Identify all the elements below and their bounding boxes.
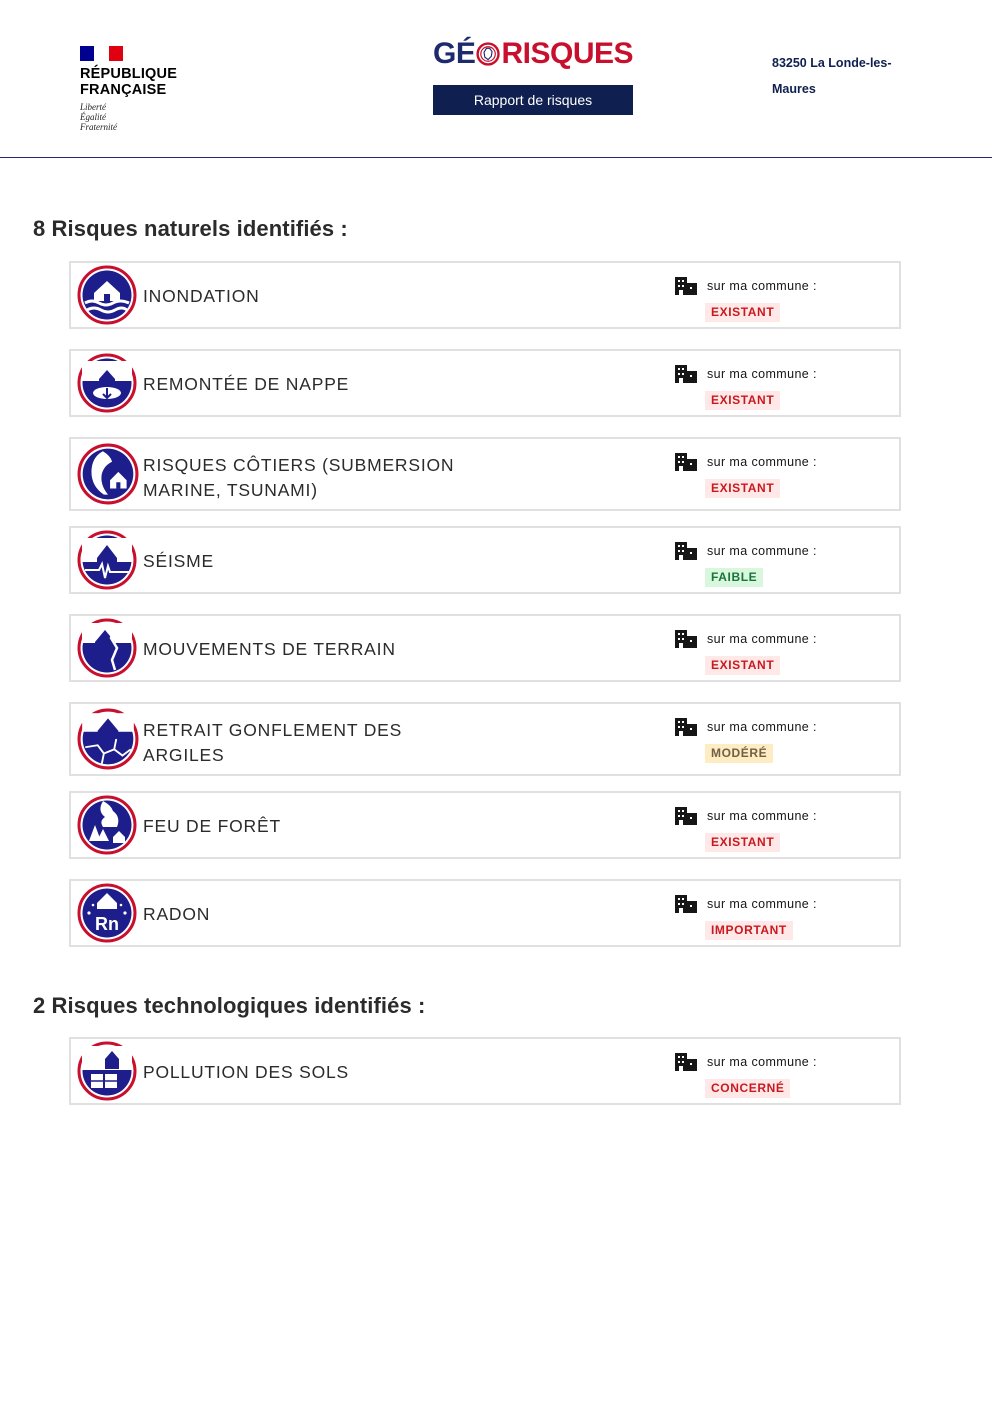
- report-subtitle: Rapport de risques: [433, 85, 633, 115]
- republique-francaise-logo: [80, 46, 210, 132]
- risk-name-line1: MOUVEMENTS DE TERRAIN: [143, 639, 396, 659]
- risk-card-pollution-des-sols[interactable]: [69, 1037, 901, 1105]
- landslide-icon: [77, 618, 137, 678]
- technological-risks-title: 2 Risques technologiques identifiés :: [33, 993, 426, 1018]
- address-line1: 83250 La Londe-les-: [772, 56, 892, 70]
- french-flag-icon: [80, 46, 123, 61]
- risk-card-inondation[interactable]: [69, 261, 901, 329]
- status-badge: CONCERNÉ: [705, 1079, 790, 1098]
- status-badge: EXISTANT: [705, 656, 780, 675]
- status-badge: EXISTANT: [705, 833, 780, 852]
- commune-label: sur ma commune :: [707, 279, 817, 293]
- risk-name-line1: FEU DE FORÊT: [143, 816, 281, 836]
- coastal-wave-icon: [77, 443, 139, 505]
- forest-fire-icon: [77, 795, 137, 855]
- soil-pollution-icon: [77, 1041, 137, 1101]
- georisques-header: [433, 36, 633, 115]
- address-line2: Maures: [772, 82, 816, 96]
- flood-icon: [77, 265, 137, 325]
- building-icon: [675, 807, 699, 825]
- status-badge: EXISTANT: [705, 303, 780, 322]
- building-icon: [675, 630, 699, 648]
- risk-card-risques-cotiers[interactable]: [69, 437, 901, 511]
- motto-egalite: Égalité: [80, 112, 106, 122]
- building-icon: [675, 895, 699, 913]
- risk-card-mouvements-de-terrain[interactable]: [69, 614, 901, 682]
- commune-label: sur ma commune :: [707, 1055, 817, 1069]
- natural-risks-title: 8 Risques naturels identifiés :: [33, 216, 348, 241]
- risk-name-line1: SÉISME: [143, 551, 214, 571]
- address: [772, 50, 922, 102]
- commune-label: sur ma commune :: [707, 720, 817, 734]
- logo-text-right: RISQUES: [501, 37, 633, 70]
- commune-label: sur ma commune :: [707, 455, 817, 469]
- clay-shrink-icon: [77, 708, 139, 770]
- building-icon: [675, 542, 699, 560]
- status-badge: FAIBLE: [705, 568, 763, 587]
- risk-name-line2: ARGILES: [143, 745, 225, 765]
- risk-name-line1: RISQUES CÔTIERS (SUBMERSION: [143, 455, 455, 475]
- risk-card-feu-de-foret[interactable]: [69, 791, 901, 859]
- status-badge: EXISTANT: [705, 391, 780, 410]
- georisques-logo: [433, 36, 633, 72]
- risk-name-line1: REMONTÉE DE NAPPE: [143, 374, 350, 394]
- risk-name-line1: RETRAIT GONFLEMENT DES: [143, 720, 403, 740]
- earthquake-icon: [77, 530, 137, 590]
- risk-card-seisme[interactable]: [69, 526, 901, 594]
- motto-liberte: Liberté: [80, 102, 106, 112]
- risk-name-line2: MARINE, TSUNAMI): [143, 480, 318, 500]
- republic-name-line2: FRANÇAISE: [80, 82, 167, 98]
- building-icon: [675, 365, 699, 383]
- commune-label: sur ma commune :: [707, 897, 817, 911]
- risk-name-line1: INONDATION: [143, 286, 260, 306]
- building-icon: [675, 718, 699, 736]
- commune-label: sur ma commune :: [707, 367, 817, 381]
- france-target-icon: [476, 39, 500, 69]
- commune-label: sur ma commune :: [707, 632, 817, 646]
- motto-fraternite: Fraternité: [80, 122, 117, 132]
- risk-card-retrait-gonflement-argiles[interactable]: [69, 702, 901, 776]
- groundwater-icon: [77, 353, 137, 413]
- radon-icon: [77, 883, 137, 943]
- risk-name-line1: POLLUTION DES SOLS: [143, 1062, 349, 1082]
- risk-card-remontee-de-nappe[interactable]: [69, 349, 901, 417]
- building-icon: [675, 453, 699, 471]
- status-badge: MODÉRÉ: [705, 744, 773, 763]
- commune-label: sur ma commune :: [707, 544, 817, 558]
- logo-text-left: GÉ: [433, 37, 476, 70]
- commune-label: sur ma commune :: [707, 809, 817, 823]
- status-badge: EXISTANT: [705, 479, 780, 498]
- building-icon: [675, 277, 699, 295]
- risk-name-line1: RADON: [143, 904, 211, 924]
- header-divider: [0, 157, 992, 158]
- status-badge: IMPORTANT: [705, 921, 793, 940]
- building-icon: [675, 1053, 699, 1071]
- radon-symbol: Rn: [95, 914, 119, 934]
- risk-card-radon[interactable]: [69, 879, 901, 947]
- republic-name-line1: RÉPUBLIQUE: [80, 66, 178, 82]
